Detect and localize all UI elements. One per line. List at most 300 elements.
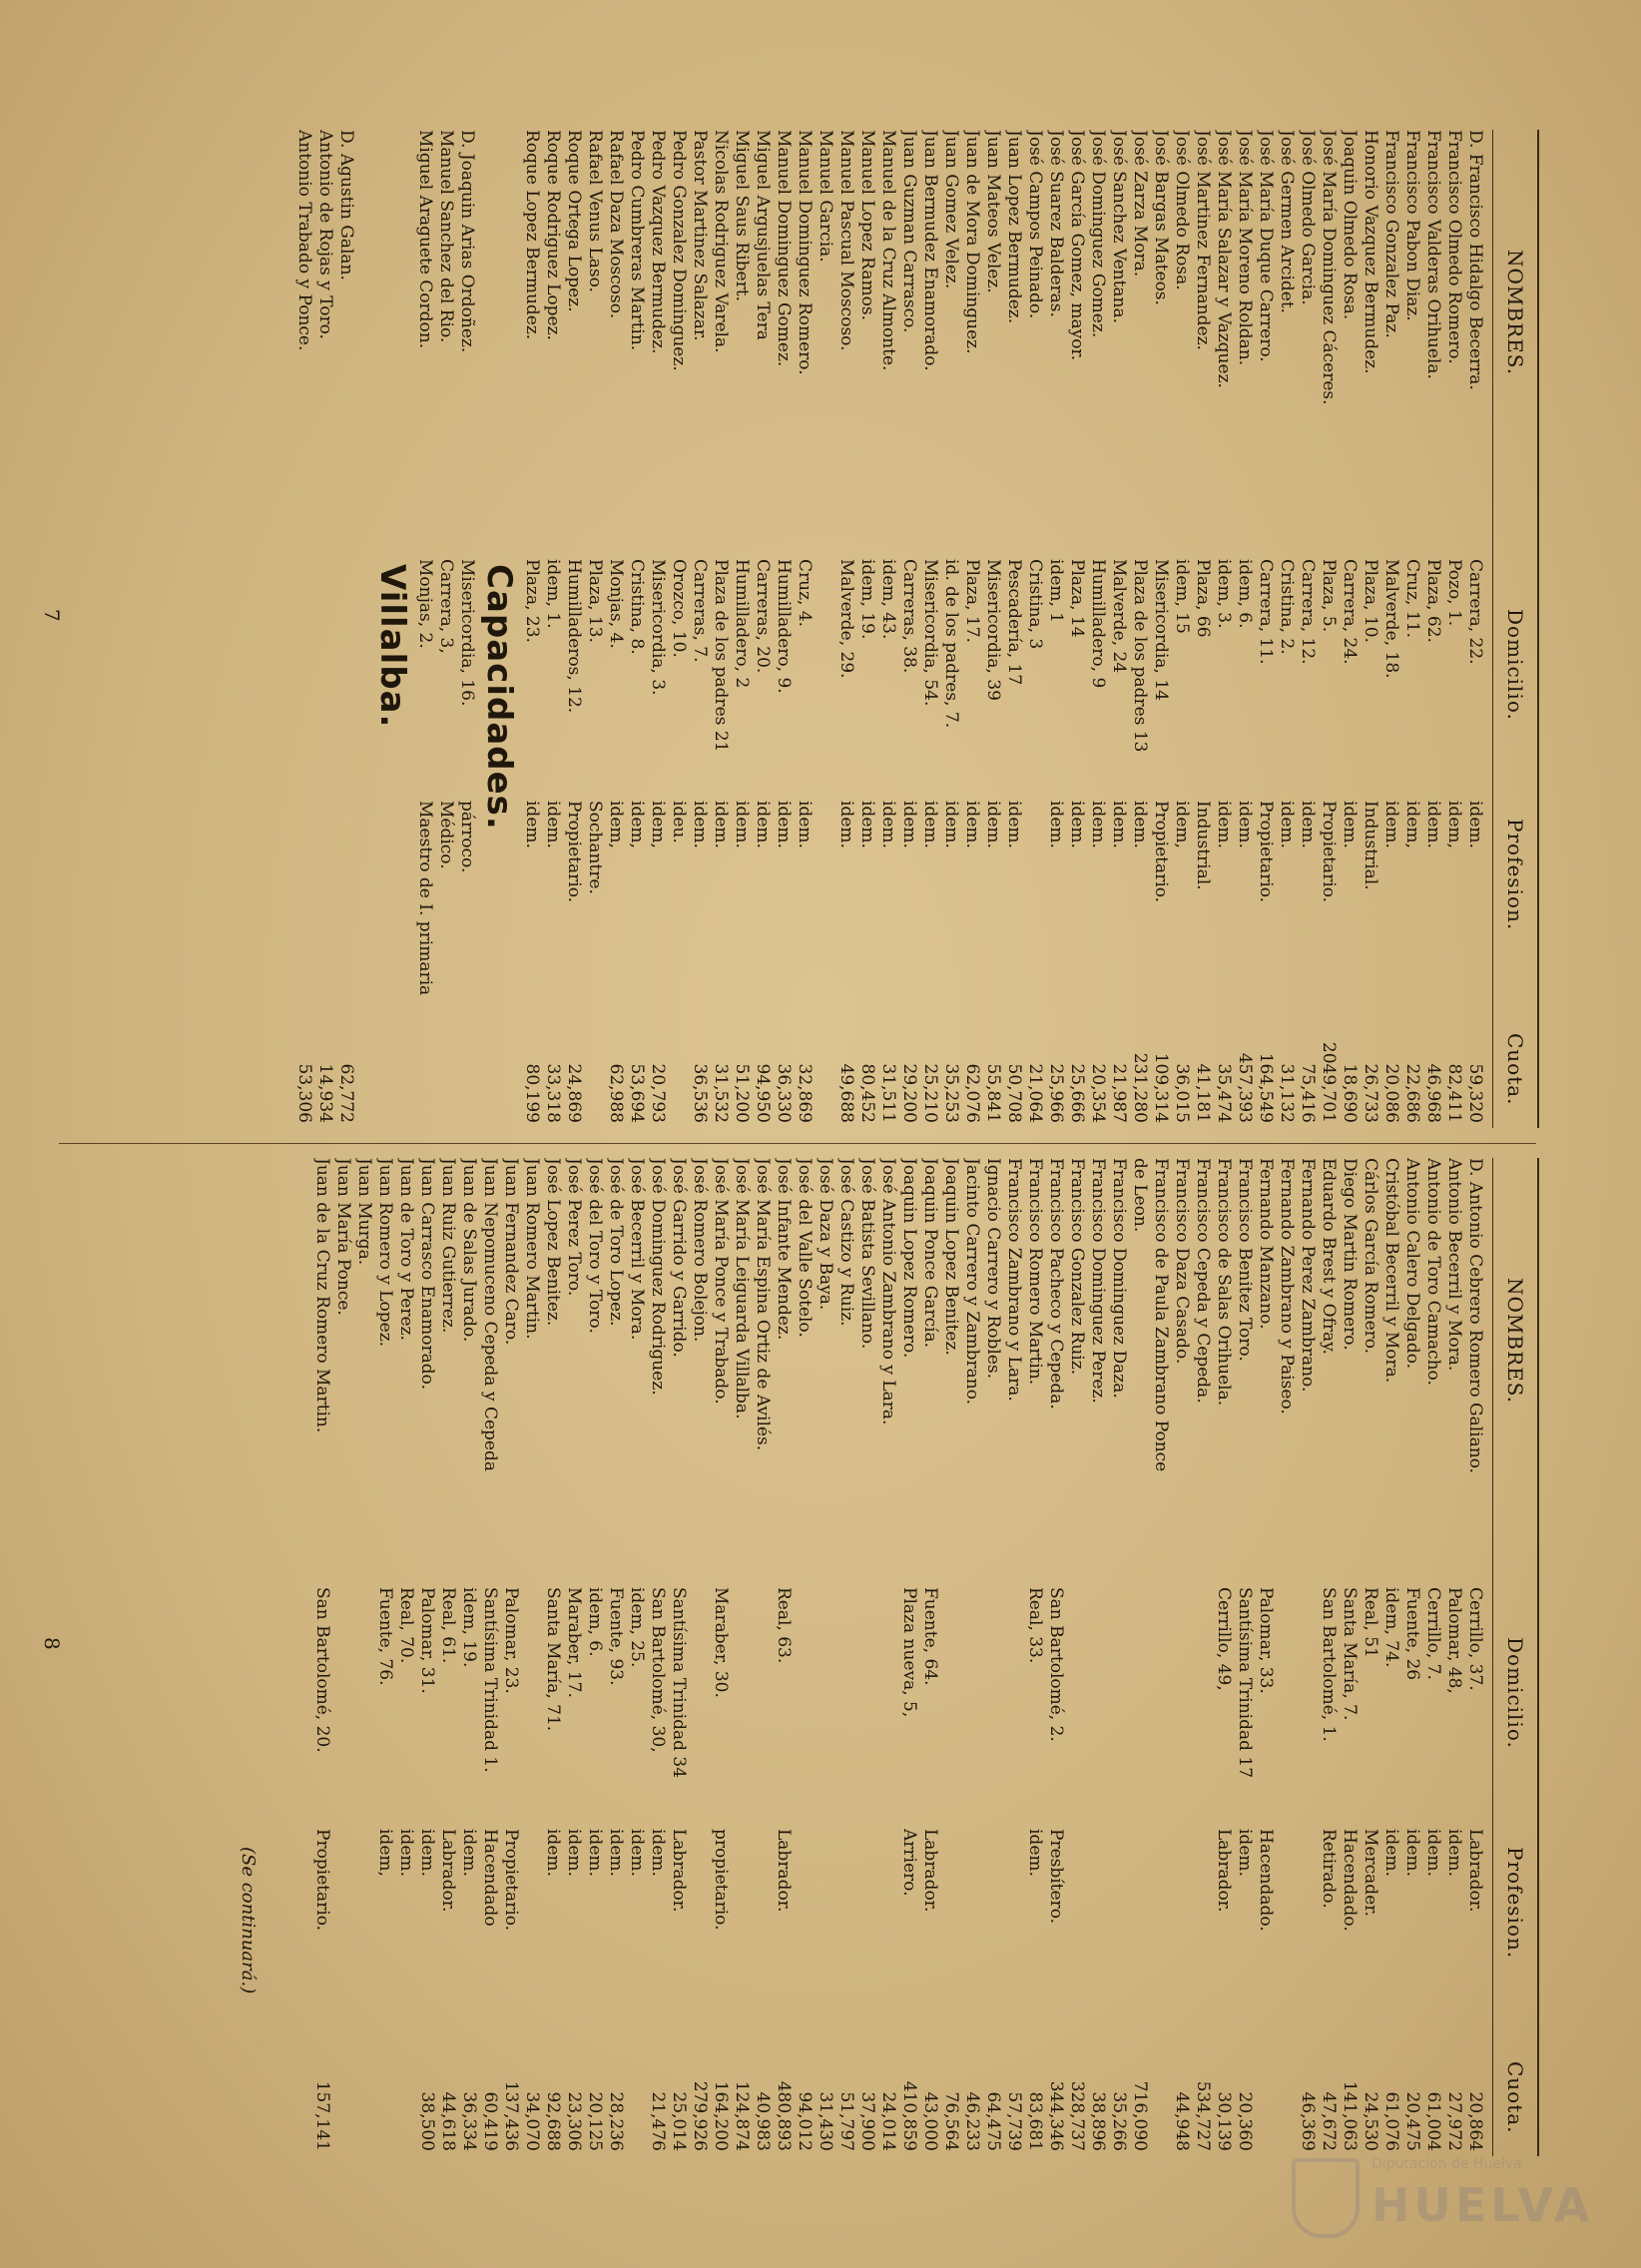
table-row <box>1234 1158 1255 2156</box>
entry-cuota: 44,948 <box>1172 2091 1192 2151</box>
entry-name: Ignacio Carrero y Robles. <box>983 1158 1003 1380</box>
entry-name: Juan Guzman Carrasco. <box>899 130 919 333</box>
entry-profesion: idem, <box>627 801 647 849</box>
entry-cuota: 27,972 <box>1444 2091 1464 2151</box>
entry-cuota: 24,014 <box>878 2091 898 2151</box>
table-row <box>1003 1158 1024 2156</box>
entry-name: José María Dominguez Cáceres. <box>1319 130 1339 405</box>
entry-profesion: idem. <box>396 1829 416 1877</box>
entry-cuota: 82,411 <box>1444 1063 1464 1123</box>
entry-domicilio: Fuente, 76. <box>375 1587 395 1686</box>
entry-cuota: 23,306 <box>564 2091 584 2151</box>
entry-name: Pastor Martinez Salazar. <box>690 130 710 341</box>
entry-domicilio: Misericordia, 14 <box>1151 559 1171 701</box>
table-row <box>689 130 710 1128</box>
table-row <box>689 1158 710 2156</box>
entry-domicilio: Plaza, 62. <box>1423 559 1443 643</box>
entry-profesion: Hacendado <box>480 1829 500 1927</box>
entry-cuota: 61,076 <box>1381 2091 1401 2151</box>
entry-name: Rafael Venus Laso. <box>585 130 605 292</box>
table-row <box>1443 130 1464 1128</box>
entry-cuota: 29,200 <box>899 1063 919 1123</box>
entry-name: Francisco Olmedo Romero. <box>1444 130 1464 364</box>
entry-profesion: idem. <box>732 801 752 849</box>
entry-name: Juan Fernandez Caro. <box>501 1158 521 1346</box>
entry-cuota: 62,988 <box>606 1063 626 1123</box>
entry-cuota: 20,354 <box>1088 1063 1108 1123</box>
entry-cuota: 34,070 <box>522 2091 542 2151</box>
entry-cuota: 28,236 <box>606 2091 626 2151</box>
table-row <box>1360 1158 1380 2156</box>
table-row <box>898 130 919 1128</box>
table-row <box>584 1158 605 2156</box>
entry-domicilio: Fuente, 26 <box>1402 1587 1422 1681</box>
entry-domicilio: Real, 63. <box>774 1587 794 1664</box>
entry-profesion: idem. <box>1214 801 1234 849</box>
entry-name: Nicolas Rodriguez Varela. <box>711 130 731 353</box>
entry-cuota: 60,419 <box>480 2091 500 2151</box>
entry-profesion: idem. <box>1277 801 1297 849</box>
entry-domicilio: Plaza, 14 <box>1067 559 1087 638</box>
table-row <box>542 1158 563 2156</box>
table-row <box>416 1158 437 2156</box>
entry-name: D. Antonio Cebrero Romero Galiano. <box>1465 1158 1485 1474</box>
table-row <box>1422 130 1443 1128</box>
table-row <box>605 1158 626 2156</box>
entry-profesion: Sochantre. <box>585 801 605 894</box>
table-row <box>1003 130 1024 1128</box>
entry-profesion: idem. <box>1381 1829 1401 1877</box>
entry-profesion: idem. <box>1298 801 1318 849</box>
table-row <box>668 1158 689 2156</box>
table-row <box>456 130 477 1128</box>
entry-domicilio: Carrera, 22. <box>1465 559 1485 665</box>
entry-profesion: idem. <box>962 801 982 849</box>
entry-domicilio: idem, 3. <box>1214 559 1234 629</box>
table-row <box>479 1158 500 2156</box>
entry-cuota: 21,476 <box>648 2091 668 2151</box>
table-row <box>1024 130 1045 1128</box>
entry-domicilio: Misericordia, 3. <box>648 559 668 696</box>
entry-profesion: idem. <box>1109 801 1129 849</box>
entry-name: Roque Ortega Lopez. <box>564 130 584 312</box>
entry-name: Antonio Becerril y Mora. <box>1444 1158 1464 1372</box>
entry-cuota: 164,200 <box>711 2080 731 2151</box>
entry-name: Juan Nepomuceno Cepeda y Cepeda <box>480 1158 500 1472</box>
entry-name: Francisco Dominguez Daza. <box>1109 1158 1129 1399</box>
entry-cuota: 109,314 <box>1151 1052 1171 1123</box>
entry-profesion: idem. <box>878 801 898 849</box>
table-row <box>940 130 961 1128</box>
entry-profesion: Industrial. <box>1193 801 1213 890</box>
entry-name: Juan Bermudez Enamorado. <box>920 130 940 371</box>
entry-name: Francisco Romero Martin. <box>1025 1158 1045 1386</box>
coat-of-arms-icon <box>1292 2158 1360 2238</box>
entry-profesion: Mercader. <box>1361 1829 1380 1917</box>
table-row <box>940 1158 961 2156</box>
entry-profesion: idem, <box>1444 801 1464 849</box>
table-row <box>856 130 877 1128</box>
table-row <box>710 1158 731 2156</box>
entry-domicilio: Carreras, 38. <box>899 559 919 674</box>
table-row <box>1213 1158 1234 2156</box>
entry-cuota: 141,063 <box>1340 2080 1360 2151</box>
entry-profesion: Labrador. <box>1465 1829 1485 1913</box>
entry-name: Francisco Dominguez Perez. <box>1088 1158 1108 1404</box>
entry-cuota: 76,564 <box>941 2091 961 2151</box>
entry-name: José María Moreno Roldan. <box>1235 130 1255 366</box>
entry-name: D. Agustin Galan. <box>336 130 356 281</box>
table-row <box>919 1158 940 2156</box>
entry-cuota: 25,966 <box>1046 1063 1066 1123</box>
entry-domicilio: Malverde, 18. <box>1381 559 1401 679</box>
entry-domicilio: Carreras, 7. <box>690 559 710 663</box>
entry-domicilio: idem, 43. <box>878 559 898 640</box>
table-row <box>835 1158 856 2156</box>
entry-cuota: 20,475 <box>1402 2091 1422 2151</box>
entry-profesion: idem. <box>774 801 794 849</box>
entry-profesion: idem. <box>543 801 563 849</box>
entry-cuota: 18,690 <box>1340 1063 1360 1123</box>
entry-name: Eduardo Brest y Ofray. <box>1319 1158 1339 1355</box>
table-row <box>521 130 542 1128</box>
entry-domicilio: Cerrillo, 7. <box>1423 1587 1443 1680</box>
entry-cuota: 61,004 <box>1423 2091 1443 2151</box>
entry-domicilio: Cristina, 8. <box>627 559 647 655</box>
entry-domicilio: Monjas, 2. <box>415 559 435 649</box>
entry-cuota: 33,318 <box>543 1063 563 1123</box>
entry-name: José del Toro y Toro. <box>585 1158 605 1334</box>
table-row <box>1464 1158 1485 2156</box>
entry-cuota: 25,666 <box>1067 1063 1087 1123</box>
entry-cuota: 20,793 <box>648 1063 668 1123</box>
entry-cuota: 62,772 <box>336 1063 356 1123</box>
table-row <box>773 130 794 1128</box>
table-row <box>458 1158 479 2156</box>
table-row <box>1192 1158 1213 2156</box>
entry-profesion: idem. <box>983 801 1003 849</box>
entry-name: José Olmedo Rosa. <box>1172 130 1192 290</box>
entry-profesion: idem. <box>585 1829 605 1877</box>
table-row <box>293 130 314 1128</box>
table-row <box>919 130 940 1128</box>
entry-domicilio: Cruz, 4. <box>795 559 815 628</box>
entry-domicilio: San Bartolomé, 1. <box>1319 1587 1339 1742</box>
entry-cuota: 44,618 <box>438 2091 458 2151</box>
entry-domicilio: Plaza, 66 <box>1193 559 1213 638</box>
entry-profesion: idem. <box>459 1829 479 1877</box>
entry-domicilio: idem, 19. <box>459 1587 479 1668</box>
entry-profesion: idem. <box>1004 801 1024 849</box>
entry-cuota: 92,688 <box>543 2091 563 2151</box>
entry-name: José de Toro Lopez. <box>606 1158 626 1327</box>
table-row <box>353 1158 374 2156</box>
entry-profesion: idem. <box>836 801 856 849</box>
entry-name: Joaquin Lopez Romero. <box>899 1158 919 1359</box>
entry-cuota: 14,934 <box>315 1063 335 1123</box>
entry-profesion: Propietario. <box>564 801 584 903</box>
library-watermark: Diputación de Huelva HUELVA <box>1282 2148 1601 2238</box>
entry-name: Francisco Gonzalez Paz. <box>1381 130 1401 338</box>
entry-name: Francisco Pacheco y Cepeda. <box>1046 1158 1066 1410</box>
entry-profesion: idem. <box>1340 801 1360 849</box>
entry-name: Miguel Saus Ribert. <box>732 130 752 301</box>
table-row <box>1087 130 1108 1128</box>
table-row <box>1422 1158 1443 2156</box>
entry-name: Manuel de la Cruz Almonte. <box>878 130 898 371</box>
entry-name: José Romero Bolejon. <box>690 1158 710 1343</box>
table-row <box>1318 1158 1339 2156</box>
entry-cuota: 137,436 <box>501 2080 521 2151</box>
table-row <box>815 1158 835 2156</box>
table-row <box>982 130 1003 1128</box>
entry-name: de Leon. <box>1130 1158 1150 1233</box>
entry-cuota: 62,076 <box>962 1063 982 1123</box>
entry-domicilio: Misericordia, 54. <box>920 559 940 707</box>
table-row <box>1339 130 1360 1128</box>
entry-name: Juan Murga. <box>354 1158 374 1266</box>
entry-name: José María Ponce y Trabado. <box>711 1158 731 1405</box>
entry-profesion: idem. <box>795 801 815 849</box>
table-row <box>1255 1158 1276 2156</box>
entry-domicilio: Misericordia, 39 <box>983 559 1003 701</box>
entry-name: José Dominguez Rodriguez. <box>648 1158 668 1396</box>
entry-cuota: 157,141 <box>312 2080 332 2151</box>
entry-profesion: idem. <box>564 1829 584 1877</box>
table-row <box>500 1158 521 2156</box>
entry-cuota: 35,253 <box>941 1063 961 1123</box>
entry-domicilio: idem, 19. <box>857 559 877 640</box>
entry-profesion: Arriero. <box>899 1829 919 1897</box>
entry-domicilio: idem, 6. <box>585 1587 605 1657</box>
entry-cuota: 47,672 <box>1319 2091 1339 2151</box>
table-row <box>563 1158 584 2156</box>
table-row <box>563 130 584 1128</box>
left-header <box>1492 130 1539 1128</box>
entry-domicilio: Cristina, 3 <box>1025 559 1045 650</box>
entry-cuota: 279,926 <box>690 2080 710 2151</box>
entry-name: Antonio Trabado y Ponce. <box>294 130 314 351</box>
entry-name: José Zarza Mora. <box>1130 130 1150 278</box>
entry-domicilio: Carreras, 20. <box>753 559 773 674</box>
header-profesion: Profesion. <box>1503 819 1527 931</box>
entry-cuota: 53,694 <box>627 1063 647 1123</box>
entry-domicilio: Humilladeros, 12. <box>564 559 584 714</box>
entry-domicilio: Humilladero, 2 <box>732 559 752 689</box>
table-row <box>877 130 898 1128</box>
entry-name: Juan de Mora Dominguez. <box>962 130 982 354</box>
table-row <box>314 130 335 1128</box>
entry-domicilio: Pozo, 1. <box>1444 559 1464 627</box>
entry-profesion: idem. <box>941 801 961 849</box>
entry-profesion: párroco. <box>457 801 477 873</box>
entry-domicilio: Palomar, 48, <box>1444 1587 1464 1694</box>
entry-name: Jacinto Carrero y Zambrano. <box>962 1158 982 1406</box>
entry-name: Francisco Valderas Orihuela. <box>1423 130 1443 379</box>
entry-cuota: 36,015 <box>1172 1063 1192 1123</box>
table-row <box>731 1158 752 2156</box>
entry-name: Juan María Ponce. <box>333 1158 353 1316</box>
entry-cuota: 20,360 <box>1235 2091 1255 2151</box>
entry-name: Honorio Vazquez Bermudez. <box>1361 130 1380 374</box>
entry-cuota: 37,900 <box>857 2091 877 2151</box>
entry-domicilio: Plaza, 17. <box>962 559 982 643</box>
entry-name: Juan Romero Martin. <box>522 1158 542 1340</box>
entry-cuota: 24,530 <box>1361 2091 1380 2151</box>
table-row <box>647 130 668 1128</box>
entry-profesion: idem. <box>1381 801 1401 849</box>
entry-domicilio: Humilladero, 9. <box>774 559 794 694</box>
entry-cuota: 344,346 <box>1046 2080 1066 2151</box>
entry-cuota: 20,125 <box>585 2091 605 2151</box>
entry-profesion: idem. <box>1088 801 1108 849</box>
entry-domicilio: Cerrillo, 49, <box>1214 1587 1234 1691</box>
entry-cuota: 49,688 <box>836 1063 856 1123</box>
table-row <box>584 130 605 1128</box>
entry-name: José Batista Sevillano. <box>857 1158 877 1350</box>
entry-name: José María Salazar y Vazquez. <box>1214 130 1234 388</box>
entry-cuota: 83,681 <box>1025 2091 1045 2151</box>
table-row <box>1150 1158 1171 2156</box>
entry-cuota: 55,841 <box>983 1063 1003 1123</box>
table-row <box>521 1158 542 2156</box>
entry-name: Juan de la Cruz Romero Martin. <box>312 1158 332 1433</box>
entry-profesion: Propietario. <box>1256 801 1276 903</box>
table-row <box>731 130 752 1128</box>
header-domicilio: Domicilio. <box>1503 1637 1527 1749</box>
entry-name: Joaquin Olmedo Rosa. <box>1340 130 1360 320</box>
entry-name: José Castizo y Ruiz. <box>836 1158 856 1327</box>
entry-cuota: 38,896 <box>1088 2091 1108 2151</box>
table-row <box>647 1158 668 2156</box>
entry-cuota: 410,859 <box>899 2080 919 2151</box>
entry-profesion: idem. <box>1046 801 1066 849</box>
entry-name: José Perez Toro. <box>564 1158 584 1297</box>
table-row <box>1297 130 1318 1128</box>
entry-name: Francisco de Salas Orihuela. <box>1214 1158 1234 1407</box>
page-number-left: 7 <box>40 609 64 622</box>
entry-name: José Antonio Zambrano y Lara. <box>878 1158 898 1425</box>
entry-profesion: idem. <box>1235 1829 1255 1877</box>
entry-domicilio: Misericordia, 16. <box>457 559 477 707</box>
table-row <box>1045 1158 1066 2156</box>
entry-cuota: 2049,701 <box>1319 1041 1339 1123</box>
entry-name: José Campos Peinado. <box>1025 130 1045 319</box>
table-row <box>1339 1158 1360 2156</box>
entry-cuota: 43,000 <box>920 2091 940 2151</box>
table-row <box>961 130 982 1128</box>
entry-name: Pedro Vazquez Bermudez. <box>648 130 668 354</box>
table-row <box>1066 130 1087 1128</box>
entry-domicilio: Real, 51 <box>1361 1587 1380 1658</box>
entry-domicilio: Orozco, 10. <box>669 559 689 658</box>
entry-domicilio: Carrera, 3, <box>436 559 456 654</box>
entry-domicilio: Santa María, 71. <box>543 1587 563 1732</box>
entry-cuota: 32,869 <box>795 1063 815 1123</box>
entry-name: Francisco Gonzalez Ruiz. <box>1067 1158 1087 1376</box>
table-row <box>898 1158 919 2156</box>
entry-domicilio: Palomar, 23. <box>501 1587 521 1694</box>
table-row <box>961 1158 982 2156</box>
entry-profesion: idem. <box>1130 801 1150 849</box>
entry-cuota: 35,266 <box>1109 2091 1129 2151</box>
continuation-note: (Se continuará.) <box>238 1847 259 1994</box>
entry-domicilio: Fuente, 93. <box>606 1587 626 1686</box>
entry-name: Diego Martin Romero. <box>1340 1158 1360 1351</box>
table-row <box>794 130 815 1128</box>
table-row <box>1213 130 1234 1128</box>
entry-profesion: Propietario. <box>312 1829 332 1932</box>
entry-name: Francisco Daza Casado. <box>1172 1158 1192 1365</box>
entry-cuota: 716,090 <box>1130 2080 1150 2151</box>
table-row <box>1150 130 1171 1128</box>
entry-domicilio: Monjas, 4. <box>606 559 626 649</box>
table-row <box>1024 1158 1045 2156</box>
entry-name: Manuel Sanchez del Rio. <box>436 130 456 343</box>
entry-domicilio: Cerrillo, 37. <box>1465 1587 1485 1691</box>
section-title: Villalba. <box>372 564 412 729</box>
table-row <box>1318 130 1339 1128</box>
table-row <box>332 1158 353 2156</box>
entry-cuota: 20,864 <box>1465 2091 1485 2151</box>
entry-name: José Germen Arcidet. <box>1277 130 1297 314</box>
entry-cuota: 59,320 <box>1465 1063 1485 1123</box>
table-row <box>1129 130 1150 1128</box>
entry-domicilio: id. de los padres, 7. <box>941 559 961 729</box>
entry-cuota: 328,737 <box>1067 2080 1087 2151</box>
entry-name: Manuel Dominguez Romero. <box>795 130 815 375</box>
entry-domicilio: Plaza de los padres 13 <box>1130 559 1150 753</box>
entry-profesion: Industrial. <box>1361 801 1380 890</box>
table-row <box>605 130 626 1128</box>
table-row <box>435 130 456 1128</box>
header-nombres: NOMBRES. <box>1503 250 1527 376</box>
entry-profesion: idem. <box>1465 801 1485 849</box>
entry-cuota: 53,306 <box>294 1063 314 1123</box>
table-row <box>1276 130 1297 1128</box>
entry-profesion: Labrador. <box>438 1829 458 1913</box>
table-row <box>773 1158 794 2156</box>
entry-cuota: 57,739 <box>1004 2091 1024 2151</box>
table-row <box>752 1158 773 2156</box>
entry-domicilio: idem, 1. <box>543 559 563 629</box>
header-profesion: Profesion. <box>1503 1847 1527 1960</box>
entry-profesion: idem. <box>606 1829 626 1877</box>
entry-profesion: idem. <box>1423 801 1443 849</box>
entry-domicilio: Plaza nueva, 5, <box>899 1587 919 1718</box>
entry-profesion: Hacendado. <box>1256 1829 1276 1932</box>
entry-domicilio: Cristina, 2. <box>1277 559 1297 655</box>
entry-name: José Bargas Mateos. <box>1151 130 1171 305</box>
table-row <box>1255 130 1276 1128</box>
table-row <box>668 130 689 1128</box>
table-row <box>752 130 773 1128</box>
entry-name: Juan Lopez Bermudez. <box>1004 130 1024 324</box>
entry-name: José María Duque Carrero. <box>1256 130 1276 362</box>
entry-profesion: Retirado. <box>1319 1829 1339 1909</box>
entry-name: Manuel Dominguez Gomez. <box>774 130 794 367</box>
entry-cuota: 30,139 <box>1214 2091 1234 2151</box>
entry-cuota: 35,474 <box>1214 1063 1234 1123</box>
entry-name: José Olmedo Garcia. <box>1298 130 1318 305</box>
entry-domicilio: Carrera, 12. <box>1298 559 1318 665</box>
table-row <box>815 130 835 1128</box>
entry-name: José Daza y Baya. <box>816 1158 835 1311</box>
entry-domicilio: Malverde, 24 <box>1109 559 1129 674</box>
entry-domicilio: Plaza, 23. <box>522 559 542 643</box>
entry-cuota: 31,511 <box>878 1063 898 1123</box>
table-row <box>1171 130 1192 1128</box>
